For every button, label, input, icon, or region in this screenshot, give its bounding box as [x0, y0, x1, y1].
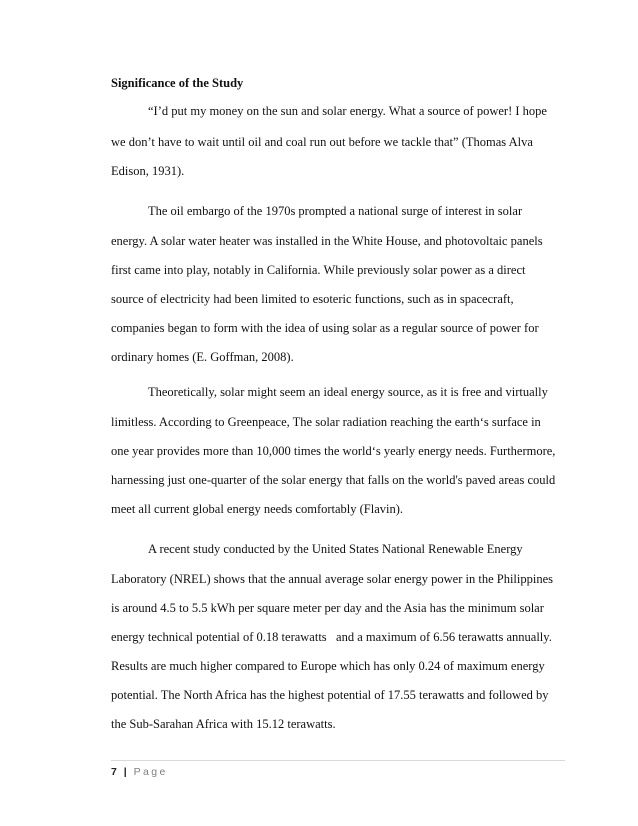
paragraph-4-line-1: A recent study conducted by the United States National Renewable Energy	[148, 542, 523, 556]
paragraph-3-line-5: meet all current global energy needs comfortably (Flavin).	[111, 502, 404, 516]
paragraph-2-line-6: ordinary homes (E. Goffman, 2008).	[111, 350, 294, 364]
paragraph-1-line-1: “I’d put my money on the sun and solar energy. What a source of power! I hope	[148, 104, 547, 118]
paragraph-4-line-3: is around 4.5 to 5.5 kWh per square meter per day and the Asia has the minimum solar	[111, 601, 544, 615]
paragraph-2-line-5: companies began to form with the idea of using solar as a regular source of power for	[111, 321, 539, 335]
paragraph-2-line-4: source of electricity had been limited to esoteric functions, such as in spacecraft,	[111, 292, 514, 306]
paragraph-3-line-3: one year provides more than 10,000 times the world‘s yearly energy needs. Furthermore,	[111, 444, 556, 458]
page-label: Page	[133, 766, 168, 778]
paragraph-2-line-3: first came into play, notably in California. While previously solar power as a direct	[111, 263, 526, 277]
paragraph-3-line-4: harnessing just one-quarter of the solar energy that falls on the world's paved areas could	[111, 473, 556, 487]
paragraph-4-line-2: Laboratory (NREL) shows that the annual average solar energy power in the Philippines	[111, 572, 554, 586]
paragraph-4-line-7: the Sub-Sarahan Africa with 15.12 terawatts.	[111, 717, 336, 731]
page-footer	[111, 765, 168, 779]
paragraph-4-line-6: potential. The North Africa has the highest potential of 17.55 terawatts and followed by	[111, 688, 549, 702]
paragraph-1-line-2: we don’t have to wait until oil and coal run out before we tackle that” (Thomas Alva	[111, 135, 533, 149]
paragraph-3-line-1: Theoretically, solar might seem an ideal energy source, as it is free and virtually	[148, 385, 548, 399]
paragraph-2-line-2: energy. A solar water heater was installed in the White House, and photovoltaic panels	[111, 234, 543, 248]
page-number: 7	[111, 766, 117, 778]
section-heading: Significance of the Study	[111, 76, 244, 90]
footer-separator: |	[123, 766, 127, 778]
footer-divider	[111, 760, 565, 761]
paragraph-1-line-3: Edison, 1931).	[111, 164, 185, 178]
paragraph-2-line-1: The oil embargo of the 1970s prompted a national surge of interest in solar	[148, 204, 523, 218]
paragraph-4-line-5: Results are much higher compared to Europe which has only 0.24 of maximum energy	[111, 659, 545, 673]
paragraph-3-line-2: limitless. According to Greenpeace, The solar radiation reaching the earth‘s surface in	[111, 415, 541, 429]
paragraph-4-line-4: energy technical potential of 0.18 terawatts and a maximum of 6.56 terawatts annually.	[111, 630, 552, 644]
